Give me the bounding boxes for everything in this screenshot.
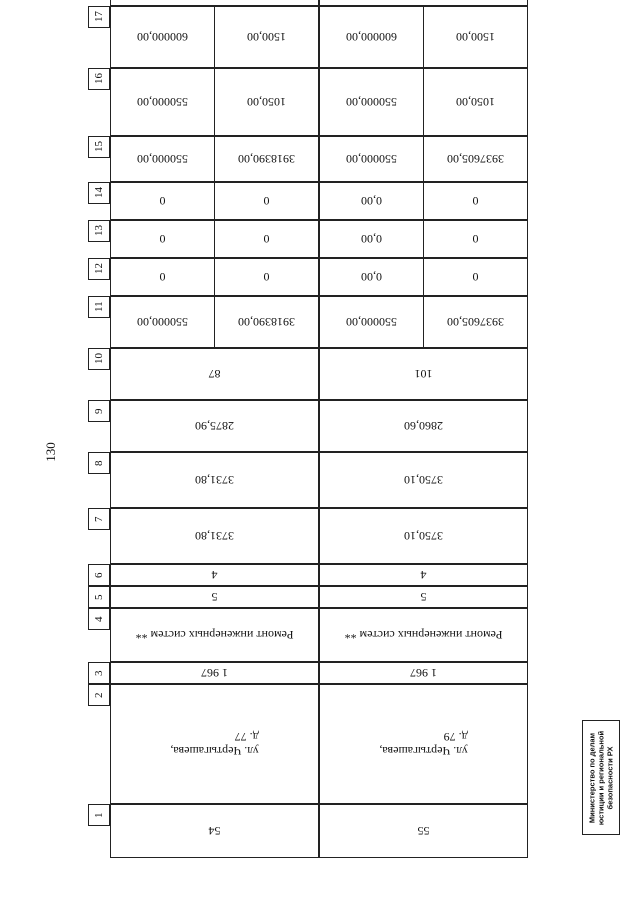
page-number: 130 bbox=[43, 442, 58, 462]
column-header-13: 13 bbox=[88, 220, 110, 242]
row-54-work-type: Ремонт инженерных систем ** bbox=[110, 608, 319, 662]
row-54-col10: 87 bbox=[110, 348, 319, 400]
cell-value-right: 600000,00 bbox=[346, 30, 397, 44]
row-55-col11 bbox=[319, 296, 528, 348]
registration-stamp bbox=[582, 720, 620, 835]
cell-value-right: 600000,00 bbox=[137, 30, 188, 44]
data-table bbox=[88, 11, 528, 858]
cell-value-left: 0 bbox=[423, 259, 527, 295]
column-header-16: 16 bbox=[88, 68, 110, 90]
column-header-15: 15 bbox=[88, 136, 110, 158]
stamp-line: юстиции и региональной bbox=[596, 730, 606, 825]
cell-value-right: 550000,00 bbox=[346, 95, 397, 109]
cell-value-right: 0 bbox=[159, 270, 166, 284]
cell-value-right: 0 bbox=[159, 232, 166, 246]
column-header-14: 14 bbox=[88, 182, 110, 204]
cell-value-left: 0 bbox=[214, 183, 318, 219]
cell-value-right: 0,00 bbox=[361, 232, 382, 246]
column-header-11: 11 bbox=[88, 296, 110, 318]
cell-value-left: 0 bbox=[214, 259, 318, 295]
column-header-12: 12 bbox=[88, 258, 110, 280]
column-header-2: 2 bbox=[88, 684, 110, 706]
row-54-col13 bbox=[110, 220, 319, 258]
cell-value-right: 0 bbox=[159, 194, 166, 208]
cell-value-left: 1500,00 bbox=[214, 7, 318, 67]
row-54-col14 bbox=[110, 182, 319, 220]
row-55-col9: 2860,60 bbox=[319, 400, 528, 452]
column-header-10: 10 bbox=[88, 348, 110, 370]
row-55-col14 bbox=[319, 182, 528, 220]
row-55-col16 bbox=[319, 68, 528, 136]
cell-value-right: 550000,00 bbox=[137, 315, 188, 329]
row-55-work-type: Ремонт инженерных систем ** bbox=[319, 608, 528, 662]
address-line: ул. Чертыгашева, bbox=[379, 744, 468, 758]
row-55-year: 1 967 bbox=[319, 662, 528, 684]
row-54-col11 bbox=[110, 296, 319, 348]
row-54-col18 bbox=[110, 0, 319, 6]
row-55-col6: 4 bbox=[319, 564, 528, 586]
cell-value-right: 550000,00 bbox=[346, 315, 397, 329]
row-54-address bbox=[110, 684, 319, 804]
cell-value-left: 3918390,00 bbox=[214, 297, 318, 347]
cell-value-left: 1500,00 bbox=[423, 7, 527, 67]
cell-value-right: 550000,00 bbox=[137, 152, 188, 166]
row-54-col6: 4 bbox=[110, 564, 319, 586]
cell-value-left: 3937605,00 bbox=[423, 297, 527, 347]
cell-value-right: 0,00 bbox=[361, 194, 382, 208]
cell-value-left: 3937605,00 bbox=[423, 137, 527, 181]
row-55-col18 bbox=[319, 0, 528, 6]
stamp-line: безопасности РХ bbox=[605, 745, 615, 810]
cell-value-right: 550000,00 bbox=[137, 95, 188, 109]
cell-value-right: 0,00 bbox=[361, 270, 382, 284]
row-55-col1: 55 bbox=[319, 804, 528, 858]
column-header-17: 17 bbox=[88, 6, 110, 28]
column-header-6: 6 bbox=[88, 564, 110, 586]
row-55-col10: 101 bbox=[319, 348, 528, 400]
column-header-5: 5 bbox=[88, 586, 110, 608]
row-54-col8: 3731,80 bbox=[110, 452, 319, 508]
column-header-1: 1 bbox=[88, 804, 110, 826]
row-55-col13 bbox=[319, 220, 528, 258]
row-54-col15 bbox=[110, 136, 319, 182]
row-54-col1: 54 bbox=[110, 804, 319, 858]
row-55-col17 bbox=[319, 6, 528, 68]
address-house: д. 79 bbox=[443, 730, 468, 744]
cell-value-left: 0 bbox=[423, 183, 527, 219]
row-54-col9: 2875,90 bbox=[110, 400, 319, 452]
row-54-year: 1 967 bbox=[110, 662, 319, 684]
address-line: ул. Чертыгашева, bbox=[170, 744, 259, 758]
column-header-3: 3 bbox=[88, 662, 110, 684]
row-55-col7: 3750,10 bbox=[319, 508, 528, 564]
column-header-8: 8 bbox=[88, 452, 110, 474]
row-55-address bbox=[319, 684, 528, 804]
cell-value-left: 3918390,00 bbox=[214, 137, 318, 181]
cell-value-left: 1050,00 bbox=[423, 69, 527, 135]
cell-value-left: 0 bbox=[423, 221, 527, 257]
row-55-col5: 5 bbox=[319, 586, 528, 608]
column-header-7: 7 bbox=[88, 508, 110, 530]
row-54-col16 bbox=[110, 68, 319, 136]
stamp-text bbox=[588, 724, 615, 832]
row-54-col7: 3731,80 bbox=[110, 508, 319, 564]
address-house: д. 77 bbox=[234, 730, 259, 744]
row-54-col5: 5 bbox=[110, 586, 319, 608]
row-55-col12 bbox=[319, 258, 528, 296]
cell-value-right: 550000,00 bbox=[346, 152, 397, 166]
row-54-col17 bbox=[110, 6, 319, 68]
row-54-col12 bbox=[110, 258, 319, 296]
row-55-col15 bbox=[319, 136, 528, 182]
cell-value-left: 1050,00 bbox=[214, 69, 318, 135]
column-header-9: 9 bbox=[88, 400, 110, 422]
stamp-line: Министерство по делам bbox=[587, 732, 597, 823]
row-55-col8: 3750,10 bbox=[319, 452, 528, 508]
cell-value-left: 0 bbox=[214, 221, 318, 257]
column-header-4: 4 bbox=[88, 608, 110, 630]
